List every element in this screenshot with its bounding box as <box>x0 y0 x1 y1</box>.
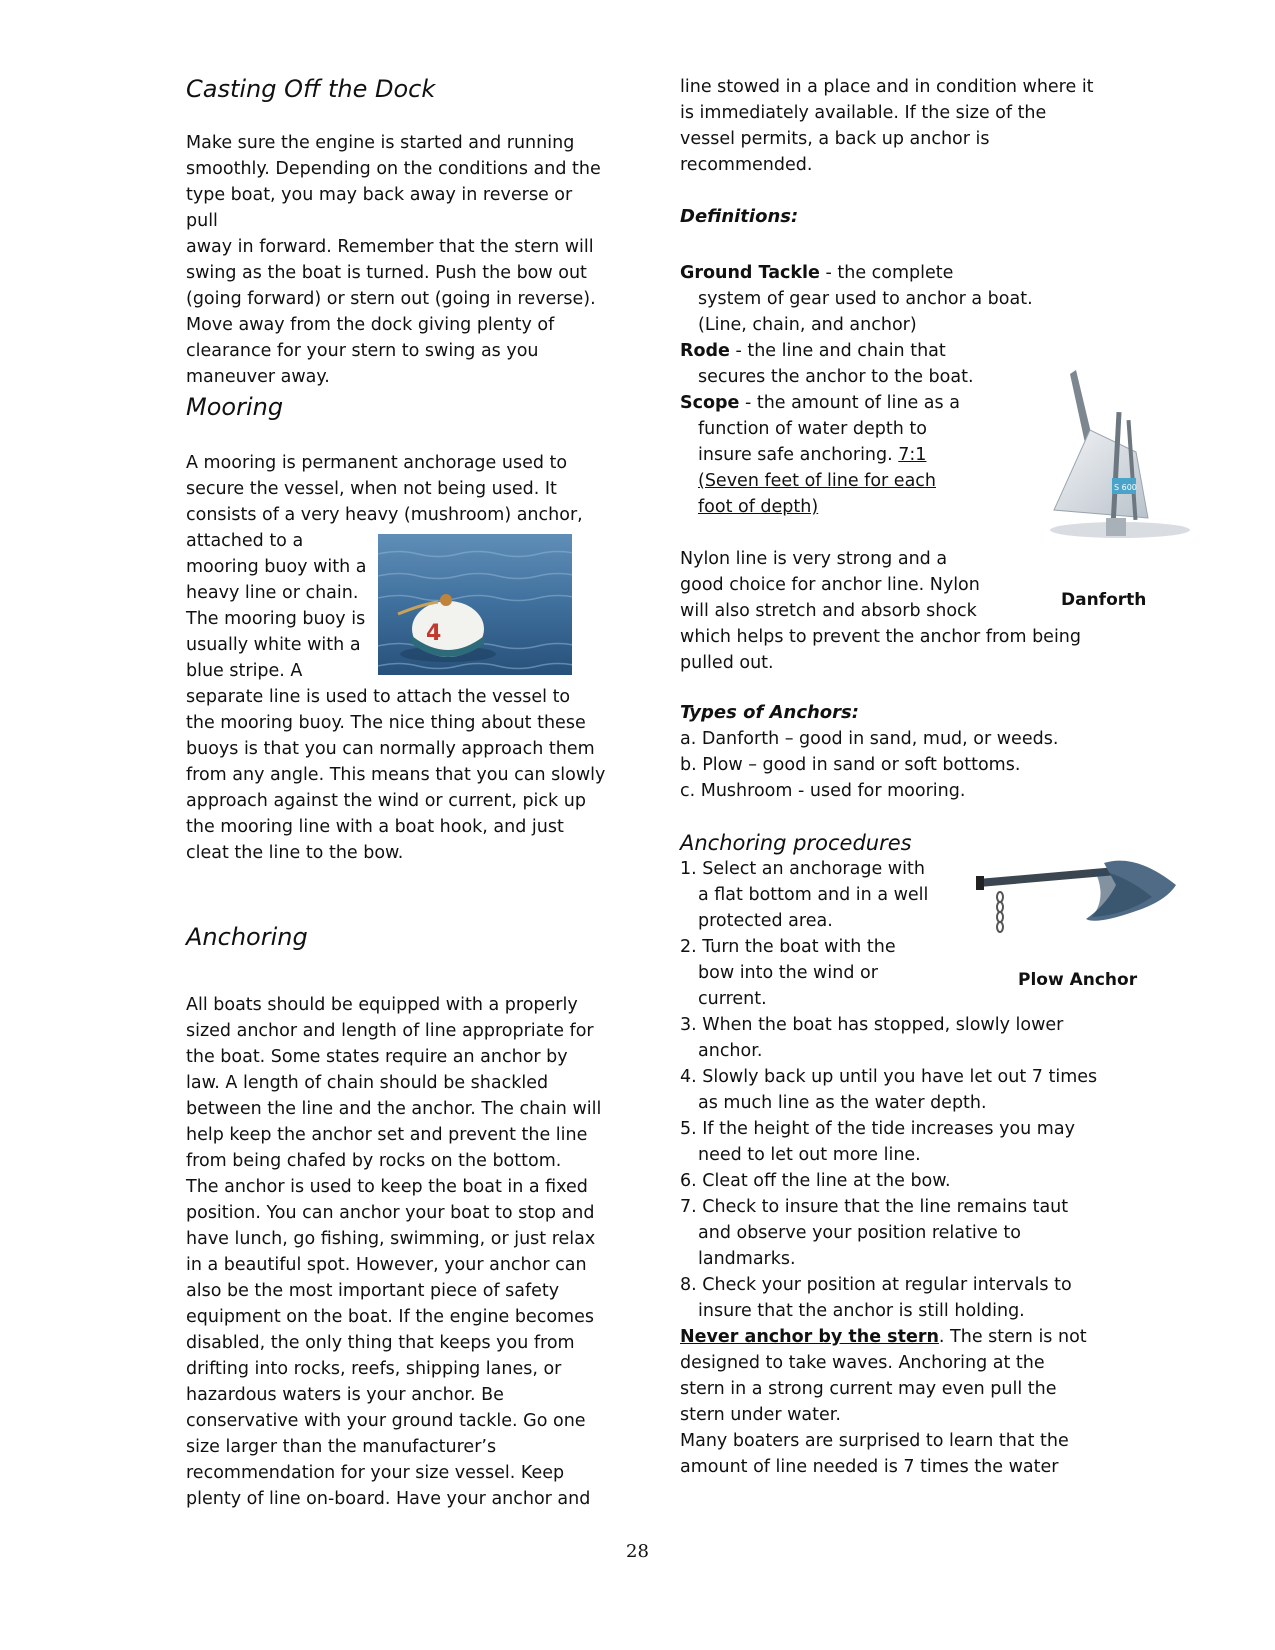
text-line: designed to take waves. Anchoring at the <box>680 1353 1045 1373</box>
text-line: in a beautiful spot. However, your anchor can <box>186 1255 587 1275</box>
text-line: from any angle. This means that you can slowly <box>186 765 606 785</box>
definitions-list <box>680 260 1040 520</box>
term-rode: Rode <box>680 341 730 361</box>
definition-ground-tackle <box>680 260 1040 286</box>
text-line: good choice for anchor line. Nylon <box>680 575 980 595</box>
list-item: 4. Slowly back up until you have let out 7 times <box>680 1067 1098 1087</box>
text-line: smoothly. Depending on the conditions and the <box>186 159 601 179</box>
text-line: landmarks. <box>698 1249 796 1269</box>
list-item: 5. If the height of the tide increases you may <box>680 1119 1075 1139</box>
text-line: (Seven feet of line for each <box>698 471 937 491</box>
text-line: equipment on the boat. If the engine becomes <box>186 1307 594 1327</box>
text-line: between the line and the anchor. The chain will <box>186 1099 602 1119</box>
procedures-list <box>680 856 1120 1428</box>
text-line: A mooring is permanent anchorage used to <box>186 453 568 473</box>
text-line: (Line, chain, and anchor) <box>698 315 917 335</box>
text-line: hazardous waters is your anchor. Be <box>186 1385 504 1405</box>
never-anchor-line <box>680 1324 1120 1350</box>
page-number: 28 <box>626 1541 649 1562</box>
text-line: law. A length of chain should be shackled <box>186 1073 549 1093</box>
casting-off-paragraph <box>186 130 606 390</box>
list-item: 7. Check to insure that the line remains taut <box>680 1197 1069 1217</box>
danforth-caption: Danforth <box>1061 590 1147 610</box>
text-line: protected area. <box>698 911 833 931</box>
buoy-number: 4 <box>426 621 442 646</box>
text-line: vessel permits, a back up anchor is <box>680 129 990 149</box>
text-line: The mooring buoy is <box>186 609 366 629</box>
text-line: function of water depth to <box>698 419 927 439</box>
procedures-heading: Anchoring procedures <box>680 831 912 855</box>
text-line: a flat bottom and in a well <box>698 885 929 905</box>
text-line: maneuver away. <box>186 367 330 387</box>
list-item: 3. When the boat has stopped, slowly lower <box>680 1015 1064 1035</box>
text-line: amount of line needed is 7 times the water <box>680 1457 1059 1477</box>
types-list <box>680 726 1058 804</box>
text-line: is immediately available. If the size of the <box>680 103 1047 123</box>
text-line: bow into the wind or <box>698 963 878 983</box>
list-item: c. Mushroom - used for mooring. <box>680 781 966 801</box>
closing-paragraph <box>680 1428 1069 1480</box>
text-line: stern under water. <box>680 1405 841 1425</box>
text-line: insure that the anchor is still holding. <box>698 1301 1025 1321</box>
text-line: stern in a strong current may even pull the <box>680 1379 1057 1399</box>
text-line: separate line is used to attach the vessel to <box>186 687 571 707</box>
casting-off-heading: Casting Off the Dock <box>186 75 436 103</box>
text-line: cleat the line to the bow. <box>186 843 404 863</box>
list-item: b. Plow – good in sand or soft bottoms. <box>680 755 1021 775</box>
scope-ratio: 7:1 <box>898 445 927 465</box>
text-line: need to let out more line. <box>698 1145 921 1165</box>
never-anchor-warning: Never anchor by the stern <box>680 1327 939 1347</box>
list-item: 2. Turn the boat with the <box>680 937 896 957</box>
plow-anchor-image <box>976 845 1176 935</box>
text-line: and observe your position relative to <box>698 1223 1021 1243</box>
text-line: will also stretch and absorb shock <box>680 601 977 621</box>
text-line: (going forward) or stern out (going in reverse). <box>186 289 596 309</box>
text-line: system of gear used to anchor a boat. <box>698 289 1033 309</box>
text-line: away in forward. Remember that the stern will <box>186 237 594 257</box>
text-line: foot of depth) <box>698 497 819 517</box>
danforth-anchor-image <box>1040 370 1200 550</box>
list-item: a. Danforth – good in sand, mud, or weeds. <box>680 729 1059 749</box>
definitions-heading: Definitions: <box>680 206 799 227</box>
text-line: blue stripe. A <box>186 661 303 681</box>
text-line: All boats should be equipped with a properly <box>186 995 578 1015</box>
right-intro-paragraph <box>680 74 1094 178</box>
text-line: The anchor is used to keep the boat in a fixed <box>186 1177 588 1197</box>
text-line: disabled, the only thing that keeps you from <box>186 1333 575 1353</box>
text-line: anchor. <box>698 1041 763 1061</box>
text-line: recommendation for your size vessel. Keep <box>186 1463 565 1483</box>
mooring-heading: Mooring <box>186 393 284 421</box>
text-line: conservative with your ground tackle. Go one <box>186 1411 586 1431</box>
text-line: drifting into rocks, reefs, shipping lanes, or <box>186 1359 562 1379</box>
text-line: line stowed in a place and in condition where it <box>680 77 1094 97</box>
text-span: - the line and chain that <box>729 341 946 361</box>
text-line: the boat. Some states require an anchor by <box>186 1047 568 1067</box>
term-scope: Scope <box>680 393 740 413</box>
text-line: size larger than the manufacturer’s <box>186 1437 497 1457</box>
anchoring-paragraph <box>186 992 601 1512</box>
text-line: current. <box>698 989 767 1009</box>
text-line: mooring buoy with a <box>186 557 367 577</box>
text-line: usually white with a <box>186 635 361 655</box>
definition-scope <box>680 390 1040 416</box>
text-line: position. You can anchor your boat to stop and <box>186 1203 595 1223</box>
text-line: the mooring line with a boat hook, and just <box>186 817 564 837</box>
text-line: also be the most important piece of safety <box>186 1281 560 1301</box>
text-line: pulled out. <box>680 653 774 673</box>
mooring-buoy-photo <box>378 534 572 675</box>
text-line: type boat, you may back away in reverse or pull <box>186 185 573 231</box>
text-line: recommended. <box>680 155 813 175</box>
text-line: sized anchor and length of line appropriate for <box>186 1021 594 1041</box>
text-line: Many boaters are surprised to learn that the <box>680 1431 1069 1451</box>
text-line: secure the vessel, when not being used. It <box>186 479 557 499</box>
text-line: attached to a <box>186 531 304 551</box>
text-line: help keep the anchor set and prevent the line <box>186 1125 588 1145</box>
text-line: from being chafed by rocks on the bottom. <box>186 1151 562 1171</box>
text-line: the mooring buoy. The nice thing about these <box>186 713 586 733</box>
types-heading: Types of Anchors: <box>680 702 859 723</box>
danforth-plate-label: S 600 <box>1114 483 1137 492</box>
plow-anchor-caption: Plow Anchor <box>1018 970 1138 990</box>
text-span: - the complete <box>819 263 954 283</box>
text-span: insure safe anchoring. <box>698 445 899 465</box>
list-item: 8. Check your position at regular intervals to <box>680 1275 1072 1295</box>
text-line: Move away from the dock giving plenty of <box>186 315 555 335</box>
text-line: secures the anchor to the boat. <box>698 367 974 387</box>
text-line: consists of a very heavy (mushroom) anchor, <box>186 505 583 525</box>
list-item: 1. Select an anchorage with <box>680 859 925 879</box>
text-line: plenty of line on-board. Have your anchor and <box>186 1489 591 1509</box>
text-line: approach against the wind or current, pick up <box>186 791 586 811</box>
anchoring-heading: Anchoring <box>186 923 308 951</box>
text-span: . The stern is not <box>938 1327 1087 1347</box>
text-span: - the amount of line as a <box>739 393 960 413</box>
text-line: buoys is that you can normally approach them <box>186 739 595 759</box>
text-line: Make sure the engine is started and running <box>186 133 575 153</box>
text-line: as much line as the water depth. <box>698 1093 987 1113</box>
text-line: have lunch, go fishing, swimming, or just relax <box>186 1229 596 1249</box>
text-line: which helps to prevent the anchor from being <box>680 627 1082 647</box>
text-line: Nylon line is very strong and a <box>680 549 948 569</box>
definition-rode <box>680 338 1040 364</box>
list-item: 6. Cleat off the line at the bow. <box>680 1171 951 1191</box>
text-line: clearance for your stern to swing as you <box>186 341 539 361</box>
text-line: swing as the boat is turned. Push the bow out <box>186 263 587 283</box>
text-line <box>680 442 1040 468</box>
nylon-paragraph <box>680 546 1120 676</box>
text-line: heavy line or chain. <box>186 583 359 603</box>
term-ground-tackle: Ground Tackle <box>680 263 820 283</box>
